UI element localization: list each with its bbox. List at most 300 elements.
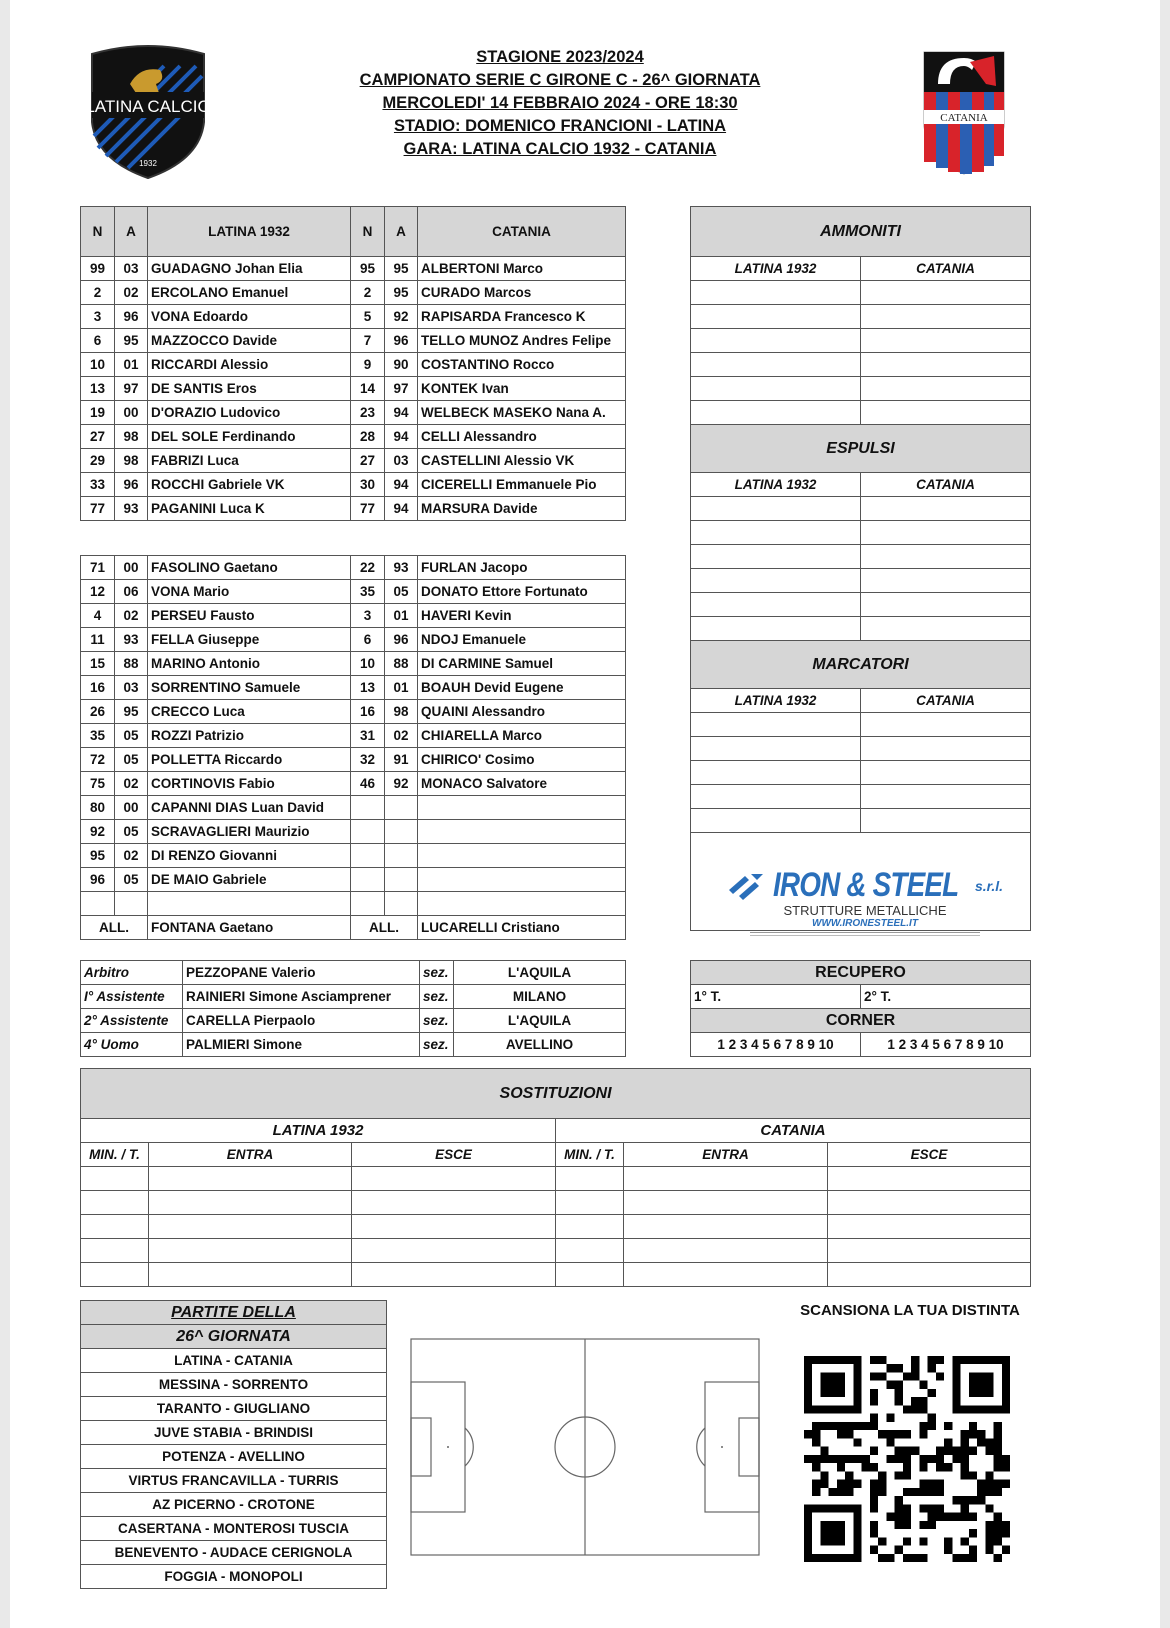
home-number: 27 xyxy=(81,425,115,449)
home-year: 02 xyxy=(115,844,148,868)
recupero-title: RECUPERO xyxy=(691,961,1031,985)
marcatori-away-cell xyxy=(861,713,1031,737)
home-number: 75 xyxy=(81,772,115,796)
away-player xyxy=(418,892,626,916)
home-number: 12 xyxy=(81,580,115,604)
home-number: 6 xyxy=(81,329,115,353)
official-section: L'AQUILA xyxy=(454,1009,626,1033)
away-team-header: CATANIA xyxy=(418,207,626,257)
home-year: 97 xyxy=(115,377,148,401)
ammoniti-home-cell xyxy=(691,353,861,377)
away-player: DI CARMINE Samuel xyxy=(418,652,626,676)
home-player: SORRENTINO Samuele xyxy=(148,676,351,700)
sponsor-logo xyxy=(710,860,1020,950)
home-year: 96 xyxy=(115,473,148,497)
subs-empty-row xyxy=(81,1263,1031,1287)
starter-row xyxy=(81,377,626,401)
away-player: NDOJ Emanuele xyxy=(418,628,626,652)
ammoniti-away-cell xyxy=(861,353,1031,377)
away-year: 94 xyxy=(385,497,418,521)
official-sez-label: sez. xyxy=(420,1009,454,1033)
home-number: 15 xyxy=(81,652,115,676)
marcatori-home-cell xyxy=(691,809,861,833)
away-year: 95 xyxy=(385,281,418,305)
away-player: COSTANTINO Rocco xyxy=(418,353,626,377)
subs-home-team: LATINA 1932 xyxy=(81,1119,556,1143)
fixtures-title-1: PARTITE DELLA xyxy=(81,1301,387,1325)
away-number: 10 xyxy=(351,652,385,676)
away-number: 14 xyxy=(351,377,385,401)
away-year: 98 xyxy=(385,700,418,724)
subs-away-team: CATANIA xyxy=(556,1119,1031,1143)
home-number: 2 xyxy=(81,281,115,305)
sponsor-website: WWW.IRONESTEEL.IT xyxy=(812,918,918,929)
marcatori-away-cell xyxy=(861,761,1031,785)
marcatori-away-cell xyxy=(861,785,1031,809)
subs-table xyxy=(80,555,626,940)
col-n-away: N xyxy=(351,207,385,257)
away-number xyxy=(351,892,385,916)
starter-row xyxy=(81,281,626,305)
marcatori-home-cell xyxy=(691,761,861,785)
sub-row xyxy=(81,796,626,820)
away-number: 28 xyxy=(351,425,385,449)
sub-row xyxy=(81,700,626,724)
home-number: 71 xyxy=(81,556,115,580)
home-year: 93 xyxy=(115,628,148,652)
sponsor-fineprint-line xyxy=(750,935,980,936)
away-year: 94 xyxy=(385,401,418,425)
away-year xyxy=(385,868,418,892)
home-player: ROCCHI Gabriele VK xyxy=(148,473,351,497)
fixture-item: TARANTO - GIUGLIANO xyxy=(81,1397,387,1421)
away-year: 03 xyxy=(385,449,418,473)
away-number: 46 xyxy=(351,772,385,796)
away-year: 93 xyxy=(385,556,418,580)
starter-row xyxy=(81,425,626,449)
home-year: 95 xyxy=(115,700,148,724)
col-n-home: N xyxy=(81,207,115,257)
home-year: 98 xyxy=(115,425,148,449)
fixture-item: VIRTUS FRANCAVILLA - TURRIS xyxy=(81,1469,387,1493)
ammoniti-away-cell xyxy=(861,401,1031,425)
espulsi-away-cell xyxy=(861,521,1031,545)
ammoniti-home-cell xyxy=(691,377,861,401)
away-player xyxy=(418,796,626,820)
header-line-season: STAGIONE 2023/2024 xyxy=(476,48,644,66)
fixture-item: MESSINA - SORRENTO xyxy=(81,1373,387,1397)
home-player: RICCARDI Alessio xyxy=(148,353,351,377)
marcatori-away-cell xyxy=(861,737,1031,761)
away-number xyxy=(351,796,385,820)
starters-body xyxy=(81,257,626,521)
subs-away-esce: ESCE xyxy=(828,1143,1031,1167)
starter-row xyxy=(81,353,626,377)
espulsi-home-cell xyxy=(691,593,861,617)
away-number: 6 xyxy=(351,628,385,652)
official-section: L'AQUILA xyxy=(454,961,626,985)
home-year: 00 xyxy=(115,556,148,580)
away-coach-label: ALL. xyxy=(351,916,418,940)
fixture-item: BENEVENTO - AUDACE CERIGNOLA xyxy=(81,1541,387,1565)
col-a-away: A xyxy=(385,207,418,257)
away-year: 90 xyxy=(385,353,418,377)
starter-row xyxy=(81,401,626,425)
home-number: 29 xyxy=(81,449,115,473)
away-year xyxy=(385,892,418,916)
home-number: 4 xyxy=(81,604,115,628)
subs-empty-row xyxy=(81,1239,1031,1263)
official-sez-label: sez. xyxy=(420,985,454,1009)
home-number: 26 xyxy=(81,700,115,724)
substitutions-title: SOSTITUZIONI xyxy=(81,1069,1031,1119)
fixture-item: JUVE STABIA - BRINDISI xyxy=(81,1421,387,1445)
ammoniti-home-header: LATINA 1932 xyxy=(691,257,861,281)
home-year: 05 xyxy=(115,868,148,892)
official-role: 2° Assistente xyxy=(81,1009,183,1033)
away-player: CASTELLINI Alessio VK xyxy=(418,449,626,473)
fixture-item: POTENZA - AVELLINO xyxy=(81,1445,387,1469)
home-player: FABRIZI Luca xyxy=(148,449,351,473)
sub-row xyxy=(81,580,626,604)
away-year xyxy=(385,844,418,868)
away-year: 91 xyxy=(385,748,418,772)
away-player: BOAUH Devid Eugene xyxy=(418,676,626,700)
home-number: 96 xyxy=(81,868,115,892)
sub-row xyxy=(81,604,626,628)
ammoniti-away-cell xyxy=(861,305,1031,329)
home-player: VONA Edoardo xyxy=(148,305,351,329)
home-year: 01 xyxy=(115,353,148,377)
away-player: ALBERTONI Marco xyxy=(418,257,626,281)
away-number: 27 xyxy=(351,449,385,473)
subs-empty-row xyxy=(81,1167,1031,1191)
home-player: GUADAGNO Johan Elia xyxy=(148,257,351,281)
header-line-match: GARA: LATINA CALCIO 1932 - CATANIA xyxy=(403,140,717,158)
away-year: 92 xyxy=(385,305,418,329)
lineup-table xyxy=(80,206,626,521)
official-role: 4° Uomo xyxy=(81,1033,183,1057)
header-line-date: MERCOLEDI' 14 FEBBRAIO 2024 - ORE 18:30 xyxy=(382,94,738,112)
away-number xyxy=(351,820,385,844)
match-sheet xyxy=(10,0,1160,1628)
home-player: FASOLINO Gaetano xyxy=(148,556,351,580)
fixture-item: CASERTANA - MONTEROSI TUSCIA xyxy=(81,1517,387,1541)
home-year: 93 xyxy=(115,497,148,521)
sub-row xyxy=(81,628,626,652)
ammoniti-away-cell xyxy=(861,377,1031,401)
espulsi-away-cell xyxy=(861,617,1031,641)
marcatori-away-header: CATANIA xyxy=(861,689,1031,713)
away-number: 3 xyxy=(351,604,385,628)
starter-row xyxy=(81,257,626,281)
home-number: 33 xyxy=(81,473,115,497)
subs-home-esce: ESCE xyxy=(352,1143,556,1167)
home-player: MAZZOCCO Davide xyxy=(148,329,351,353)
sub-row xyxy=(81,748,626,772)
official-row xyxy=(81,985,626,1009)
espulsi-away-header: CATANIA xyxy=(861,473,1031,497)
away-player: MONACO Salvatore xyxy=(418,772,626,796)
away-player: CHIARELLA Marco xyxy=(418,724,626,748)
subs-away-min: MIN. / T. xyxy=(556,1143,624,1167)
home-player: DI RENZO Giovanni xyxy=(148,844,351,868)
home-year: 03 xyxy=(115,257,148,281)
away-year: 94 xyxy=(385,425,418,449)
home-player: DEL SOLE Ferdinando xyxy=(148,425,351,449)
home-coach-label: ALL. xyxy=(81,916,148,940)
home-year: 06 xyxy=(115,580,148,604)
home-year: 02 xyxy=(115,604,148,628)
marcatori-away-cell xyxy=(861,809,1031,833)
home-player: DE MAIO Gabriele xyxy=(148,868,351,892)
ammoniti-title: AMMONITI xyxy=(691,207,1031,257)
sub-row xyxy=(81,820,626,844)
home-number: 80 xyxy=(81,796,115,820)
home-player: MARINO Antonio xyxy=(148,652,351,676)
latina-logo-year: 1932 xyxy=(139,159,157,168)
starter-row xyxy=(81,449,626,473)
away-player: CURADO Marcos xyxy=(418,281,626,305)
away-year: 01 xyxy=(385,604,418,628)
official-role: I° Assistente xyxy=(81,985,183,1009)
officials-table xyxy=(80,960,626,1057)
ammoniti-away-cell xyxy=(861,281,1031,305)
header-line-championship: CAMPIONATO SERIE C GIRONE C - 26^ GIORNATA xyxy=(359,71,761,89)
home-number: 16 xyxy=(81,676,115,700)
home-player: SCRAVAGLIERI Maurizio xyxy=(148,820,351,844)
home-player: D'ORAZIO Ludovico xyxy=(148,401,351,425)
starter-row xyxy=(81,473,626,497)
subs-empty-row xyxy=(81,1215,1031,1239)
header-line-stadium: STADIO: DOMENICO FRANCIONI - LATINA xyxy=(393,117,727,135)
away-year: 97 xyxy=(385,377,418,401)
away-player: CHIRICO' Cosimo xyxy=(418,748,626,772)
espulsi-home-cell xyxy=(691,545,861,569)
home-number: 11 xyxy=(81,628,115,652)
away-player: CELLI Alessandro xyxy=(418,425,626,449)
espulsi-away-cell xyxy=(861,569,1031,593)
sponsor-name: IRON & STEEL xyxy=(772,866,959,904)
catania-logo xyxy=(920,48,1008,178)
recupero-table xyxy=(690,960,1031,1057)
away-player xyxy=(418,868,626,892)
official-row xyxy=(81,1009,626,1033)
substitutions-table xyxy=(80,1068,1031,1287)
official-name: PALMIERI Simone xyxy=(183,1033,420,1057)
away-player: QUAINI Alessandro xyxy=(418,700,626,724)
events-body xyxy=(691,207,1031,931)
away-number: 2 xyxy=(351,281,385,305)
ammoniti-away-header: CATANIA xyxy=(861,257,1031,281)
home-year: 96 xyxy=(115,305,148,329)
away-number: 35 xyxy=(351,580,385,604)
away-player: CICERELLI Emmanuele Pio xyxy=(418,473,626,497)
home-player: CRECCO Luca xyxy=(148,700,351,724)
home-year: 05 xyxy=(115,820,148,844)
home-player: ERCOLANO Emanuel xyxy=(148,281,351,305)
home-player: PAGANINI Luca K xyxy=(148,497,351,521)
home-coach: FONTANA Gaetano xyxy=(148,916,351,940)
fixtures-table xyxy=(80,1300,387,1589)
home-player xyxy=(148,892,351,916)
away-player xyxy=(418,820,626,844)
away-number: 5 xyxy=(351,305,385,329)
marcatori-home-cell xyxy=(691,713,861,737)
sub-row xyxy=(81,724,626,748)
fixtures-body xyxy=(81,1301,387,1589)
away-year xyxy=(385,796,418,820)
away-year: 05 xyxy=(385,580,418,604)
sponsor-mark-icon xyxy=(727,870,767,902)
home-player: DE SANTIS Eros xyxy=(148,377,351,401)
marcatori-home-cell xyxy=(691,737,861,761)
official-section: MILANO xyxy=(454,985,626,1009)
sub-row xyxy=(81,676,626,700)
corner-home-counts: 1 2 3 4 5 6 7 8 9 10 xyxy=(691,1033,861,1057)
away-year: 01 xyxy=(385,676,418,700)
official-sez-label: sez. xyxy=(420,961,454,985)
away-player: TELLO MUNOZ Andres Felipe xyxy=(418,329,626,353)
home-team-header: LATINA 1932 xyxy=(148,207,351,257)
home-player: PERSEU Fausto xyxy=(148,604,351,628)
home-year: 02 xyxy=(115,772,148,796)
home-year: 03 xyxy=(115,676,148,700)
away-number: 23 xyxy=(351,401,385,425)
espulsi-away-cell xyxy=(861,497,1031,521)
sub-row xyxy=(81,844,626,868)
match-header xyxy=(310,46,810,161)
events-table xyxy=(690,206,1031,931)
catania-logo-text: CATANIA xyxy=(940,112,988,124)
away-player: HAVERI Kevin xyxy=(418,604,626,628)
marcatori-home-cell xyxy=(691,785,861,809)
subs-home-entra: ENTRA xyxy=(149,1143,352,1167)
home-number: 10 xyxy=(81,353,115,377)
away-number: 95 xyxy=(351,257,385,281)
espulsi-home-cell xyxy=(691,569,861,593)
home-player: CAPANNI DIAS Luan David xyxy=(148,796,351,820)
away-number: 22 xyxy=(351,556,385,580)
espulsi-home-cell xyxy=(691,617,861,641)
marcatori-home-header: LATINA 1932 xyxy=(691,689,861,713)
away-number: 30 xyxy=(351,473,385,497)
sub-row xyxy=(81,556,626,580)
home-player: POLLETTA Riccardo xyxy=(148,748,351,772)
away-number xyxy=(351,844,385,868)
espulsi-away-cell xyxy=(861,545,1031,569)
away-year xyxy=(385,820,418,844)
away-player: DONATO Ettore Fortunato xyxy=(418,580,626,604)
home-number: 95 xyxy=(81,844,115,868)
away-player: MARSURA Davide xyxy=(418,497,626,521)
latina-logo xyxy=(84,44,212,182)
away-player: KONTEK Ivan xyxy=(418,377,626,401)
official-sez-label: sez. xyxy=(420,1033,454,1057)
away-number: 9 xyxy=(351,353,385,377)
subs-empty-row xyxy=(81,1191,1031,1215)
espulsi-home-cell xyxy=(691,497,861,521)
recupero-second-half: 2° T. xyxy=(861,985,1031,1009)
recupero-first-half: 1° T. xyxy=(691,985,861,1009)
away-player: FURLAN Jacopo xyxy=(418,556,626,580)
away-year: 96 xyxy=(385,329,418,353)
home-year: 05 xyxy=(115,748,148,772)
col-a-home: A xyxy=(115,207,148,257)
football-pitch xyxy=(410,1338,760,1556)
scan-label: SCANSIONA LA TUA DISTINTA xyxy=(800,1302,1020,1319)
home-player: CORTINOVIS Fabio xyxy=(148,772,351,796)
espulsi-title: ESPULSI xyxy=(691,425,1031,473)
sponsor-fineprint-line xyxy=(750,932,980,933)
home-number: 35 xyxy=(81,724,115,748)
home-number: 19 xyxy=(81,401,115,425)
home-year: 02 xyxy=(115,281,148,305)
away-player: RAPISARDA Francesco K xyxy=(418,305,626,329)
starter-row xyxy=(81,497,626,521)
home-year: 95 xyxy=(115,329,148,353)
away-player xyxy=(418,844,626,868)
away-year: 95 xyxy=(385,257,418,281)
ammoniti-home-cell xyxy=(691,281,861,305)
fixture-item: FOGGIA - MONOPOLI xyxy=(81,1565,387,1589)
marcatori-title: MARCATORI xyxy=(691,641,1031,689)
espulsi-home-cell xyxy=(691,521,861,545)
away-year: 92 xyxy=(385,772,418,796)
away-number: 32 xyxy=(351,748,385,772)
starter-row xyxy=(81,305,626,329)
corner-title: CORNER xyxy=(691,1009,1031,1033)
away-year: 02 xyxy=(385,724,418,748)
officials-body xyxy=(81,961,626,1057)
home-number: 92 xyxy=(81,820,115,844)
home-number: 72 xyxy=(81,748,115,772)
away-number: 77 xyxy=(351,497,385,521)
qr-code[interactable] xyxy=(800,1356,1014,1562)
home-year: 98 xyxy=(115,449,148,473)
latina-logo-text: LATINA CALCIO xyxy=(85,97,211,116)
starter-row xyxy=(81,329,626,353)
home-number: 99 xyxy=(81,257,115,281)
espulsi-away-cell xyxy=(861,593,1031,617)
subs-body xyxy=(81,556,626,916)
ammoniti-home-cell xyxy=(691,305,861,329)
corner-away-counts: 1 2 3 4 5 6 7 8 9 10 xyxy=(861,1033,1031,1057)
official-role: Arbitro xyxy=(81,961,183,985)
sub-row xyxy=(81,868,626,892)
away-number: 13 xyxy=(351,676,385,700)
sponsor-tagline: STRUTTURE METALLICHE xyxy=(783,903,947,918)
sponsor-suffix: s.r.l. xyxy=(975,877,1004,894)
home-number: 3 xyxy=(81,305,115,329)
away-number: 16 xyxy=(351,700,385,724)
away-player: WELBECK MASEKO Nana A. xyxy=(418,401,626,425)
home-number: 77 xyxy=(81,497,115,521)
away-number xyxy=(351,868,385,892)
sub-row xyxy=(81,652,626,676)
official-name: CARELLA Pierpaolo xyxy=(183,1009,420,1033)
ammoniti-away-cell xyxy=(861,329,1031,353)
official-section: AVELLINO xyxy=(454,1033,626,1057)
official-name: RAINIERI Simone Asciamprener xyxy=(183,985,420,1009)
subs-away-entra: ENTRA xyxy=(624,1143,828,1167)
home-year: 00 xyxy=(115,401,148,425)
home-year: 88 xyxy=(115,652,148,676)
home-year xyxy=(115,892,148,916)
away-number: 31 xyxy=(351,724,385,748)
fixtures-title-2: 26^ GIORNATA xyxy=(81,1325,387,1349)
home-year: 00 xyxy=(115,796,148,820)
